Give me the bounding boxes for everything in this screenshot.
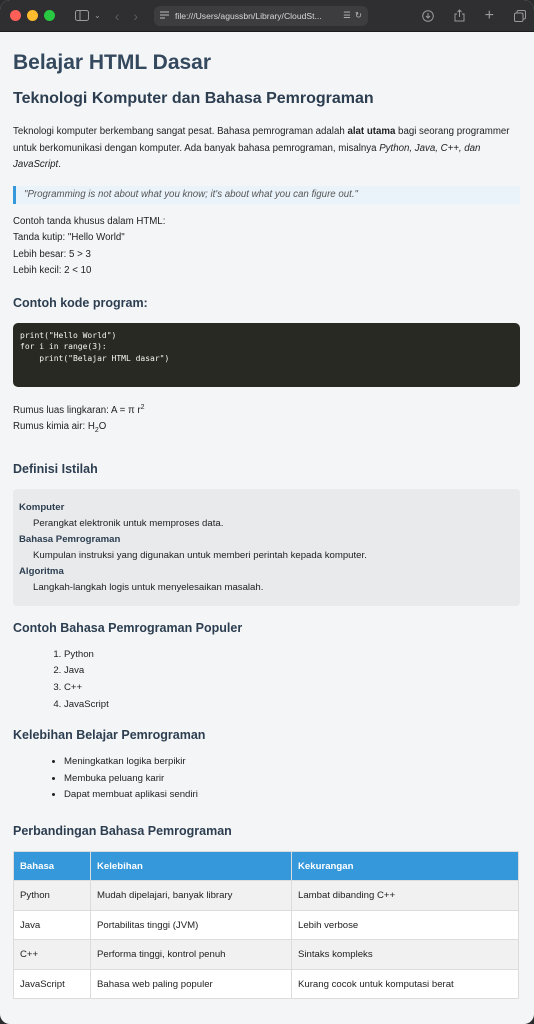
intro-text-3: . [58,159,61,170]
share-icon[interactable] [454,9,465,22]
circle-formula-text: Rumus luas lingkaran: A = π r [13,404,141,416]
table-cell: Mudah dipelajari, banyak library [91,881,292,911]
table-cell: Lambat dibanding C++ [292,881,519,911]
url-text[interactable]: file:///Users/agussbn/Library/CloudSt... [175,10,322,21]
page-settings-icon[interactable] [160,11,169,21]
water-formula-end: O [98,421,107,433]
subscript: 2 [94,427,99,435]
text-line: Lebih besar: 5 > 3 [13,248,91,260]
special-chars-block [13,214,520,280]
list-item: • Membuka peluang karir [64,771,520,788]
water-formula-text: Rumus kimia air: H [13,421,95,433]
intro-text-2: bagi seorang programmer untuk berkomunikasi dengan komputer. Ada banyak bahasa pemrograman, misalnya [13,126,510,154]
text-line: Tanda kutip: "Hello World" [13,232,125,243]
table-row [14,881,519,911]
comparison-table [13,851,519,999]
address-bar[interactable] [154,6,368,26]
table-cell: C++ [14,940,91,970]
definition-term: Bahasa Pemrograman [19,533,121,545]
table-row [14,910,519,940]
table-cell: Java [14,910,91,940]
chevron-down-icon[interactable]: ⌄ [94,11,101,20]
table-cell: Lebih verbose [292,910,519,940]
table-cell: Performa tinggi, kontrol penuh [91,940,292,970]
intro-paragraph [13,124,520,174]
tab-overview-icon[interactable] [514,10,526,22]
definition-description: Kumpulan instruksi yang digunakan untuk memberi perintah kepada komputer. [33,549,367,561]
table-header-row [14,852,519,881]
download-icon[interactable] [422,10,434,22]
list-item: 1. Python [64,647,520,664]
popular-languages-heading: Contoh Bahasa Pemrograman Populer [13,620,243,635]
back-icon[interactable]: ‹ [114,7,120,24]
reload-icon[interactable]: ↻ [354,10,363,20]
table-row [14,969,519,999]
definition-term: Komputer [19,501,65,513]
column-header: Bahasa [14,852,91,881]
column-header: Kelebihan [91,852,292,881]
table-cell: JavaScript [14,969,91,999]
table-row [14,940,519,970]
list-item: 2. Java [64,663,520,680]
list-item: 4. JavaScript [64,697,520,714]
code-text: print("Hello World") for i in range(3): print("Belajar HTML dasar") [20,330,170,363]
intro-italic: Python, Java, C++, dan JavaScript [13,142,481,170]
maximize-window-button[interactable] [44,10,55,21]
text-line: Lebih kecil: 2 < 10 [13,265,92,276]
column-header: Kekurangan [292,852,519,881]
table-cell: Sintaks kompleks [292,940,519,970]
sidebar-toggle-icon[interactable] [75,10,89,21]
list-item: • Dapat membuat aplikasi sendiri [64,787,520,804]
table-cell: Bahasa web paling populer [91,969,292,999]
definition-list [13,489,520,606]
forward-icon[interactable]: › [133,7,139,24]
section-heading: Teknologi Komputer dan Bahasa Pemrograman [13,90,374,107]
browser-toolbar [0,0,534,32]
table-cell: Kurang cocok untuk komputasi berat [292,969,519,999]
minimize-window-button[interactable] [27,10,38,21]
table-cell: Portabilitas tinggi (JVM) [91,910,292,940]
definition-term: Algoritma [19,565,64,577]
new-tab-icon[interactable]: + [484,6,494,24]
close-window-button[interactable] [10,10,21,21]
list-item: 3. C++ [64,680,520,697]
intro-bold: alat utama [347,126,396,137]
definition-heading: Definisi Istilah [13,461,98,476]
formula-block [13,400,520,440]
benefits-list [64,754,520,804]
translate-icon[interactable]: ☰ [343,10,351,20]
quote-block: "Programming is not about what you know; it's about what you can figure out." [13,186,520,204]
popular-languages-list [64,647,520,714]
benefits-heading: Kelebihan Belajar Pemrograman [13,727,206,742]
code-block [13,323,520,387]
table-cell: Python [14,881,91,911]
definition-description: Langkah-langkah logis untuk menyelesaikan masalah. [33,581,264,593]
page-title: Belajar HTML Dasar [13,51,212,74]
list-item: • Meningkatkan logika berpikir [64,754,520,771]
intro-text: Teknologi komputer berkembang sangat pesat. Bahasa pemrograman adalah [13,126,348,137]
comparison-heading: Perbandingan Bahasa Pemrograman [13,824,232,839]
superscript: 2 [140,403,145,411]
water-formula [13,419,520,439]
definition-description: Perangkat elektronik untuk memproses data. [33,517,224,529]
circle-formula [13,400,520,420]
code-heading: Contoh kode program: [13,295,148,310]
text-line: Contoh tanda khusus dalam HTML: [13,215,166,227]
page-content [0,32,534,999]
